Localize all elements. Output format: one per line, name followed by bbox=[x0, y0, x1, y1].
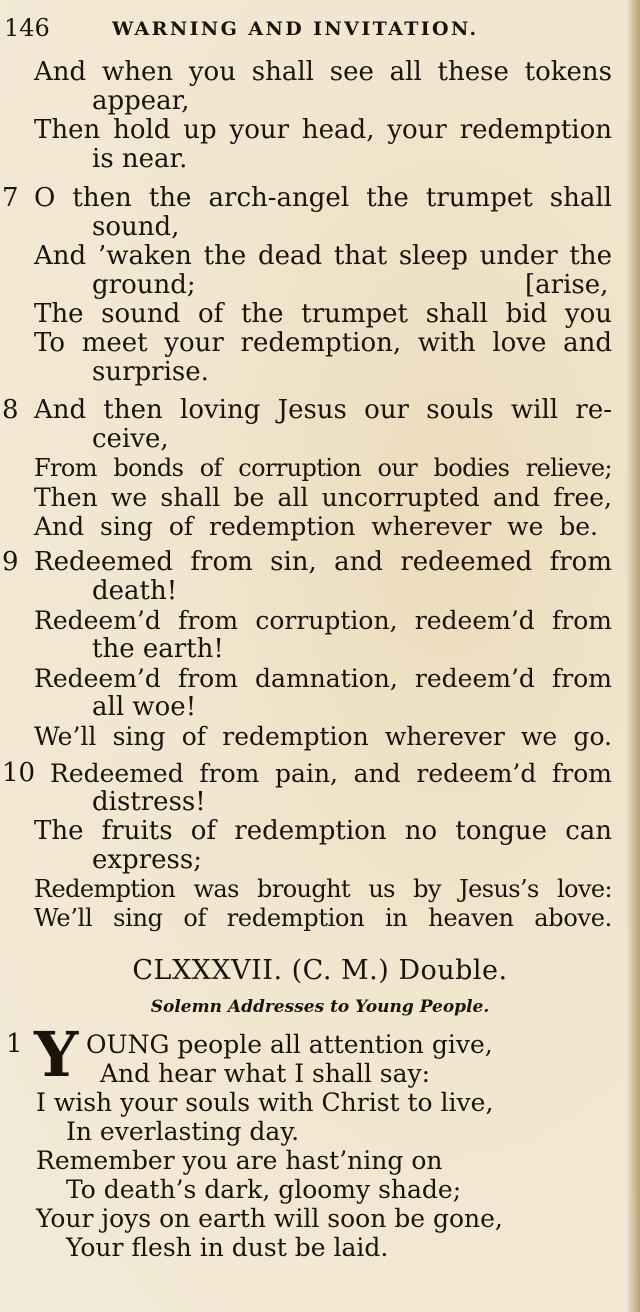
running-title: WARNING AND INVITATION. bbox=[112, 18, 479, 40]
stanza-number: 7 bbox=[2, 183, 19, 213]
verse-line: is near. bbox=[92, 144, 188, 174]
verse-line: all woe! bbox=[92, 692, 197, 722]
verse-line: And sing of redemption wherever we be. bbox=[34, 512, 598, 541]
verse-line: The sound of the trumpet shall bid you bbox=[34, 299, 612, 329]
verse-line: Redeem’d from corruption, redeem’d from bbox=[34, 606, 612, 635]
verse-line: We’ll sing of redemption wherever we go. bbox=[34, 722, 612, 751]
stanza-number: 9 bbox=[2, 547, 19, 577]
verse-line: surprise. bbox=[92, 357, 209, 387]
hymn-subtitle: Solemn Addresses to Young People. bbox=[150, 997, 490, 1017]
verse-line: Redemption was brought us by Jesus’s love: bbox=[34, 875, 612, 903]
verse-line: Your joys on earth will soon be gone, bbox=[36, 1204, 503, 1233]
stanza-number: 8 bbox=[2, 395, 19, 425]
verse-line: ground; bbox=[92, 270, 196, 300]
verse-line: Then hold up your head, your redemption bbox=[34, 115, 612, 145]
verse-line: We’ll sing of redemption in heaven above. bbox=[34, 904, 612, 932]
verse-line: Redeemed from pain, and redeem’d from bbox=[50, 759, 612, 788]
verse-line: Your flesh in dust be laid. bbox=[66, 1233, 389, 1262]
stanza-number: 10 bbox=[2, 758, 36, 788]
verse-line: OUNG people all attention give, bbox=[86, 1030, 493, 1059]
verse-line: The fruits of redemption no tongue can bbox=[34, 816, 612, 846]
verse-line: the earth! bbox=[92, 634, 224, 664]
verse-line: death! bbox=[92, 576, 178, 606]
page-edge-shadow bbox=[626, 0, 640, 1312]
verse-line: And when you shall see all these tokens bbox=[34, 57, 612, 87]
verse-line-carryover: [arise, bbox=[525, 270, 609, 300]
verse-line: And ’waken the dead that sleep under the bbox=[34, 241, 612, 271]
verse-line: sound, bbox=[92, 212, 180, 242]
stanza-number: 1 bbox=[6, 1029, 23, 1059]
verse-line: O then the arch-angel the trumpet shall bbox=[34, 183, 612, 213]
verse-line: To death’s dark, gloomy shade; bbox=[66, 1175, 462, 1204]
verse-line: And hear what I shall say: bbox=[100, 1059, 431, 1088]
verse-line: distress! bbox=[92, 787, 206, 817]
page-number: 146 bbox=[4, 14, 50, 42]
verse-line: Then we shall be all uncorrupted and free, bbox=[34, 483, 612, 512]
verse-line: Redeem’d from damnation, redeem’d from bbox=[34, 664, 612, 693]
verse-line: Remember you are hast’ning on bbox=[36, 1146, 443, 1175]
drop-cap: Y bbox=[34, 1018, 79, 1091]
verse-line: Redeemed from sin, and redeemed from bbox=[34, 547, 612, 577]
hymn-title: CLXXXVII. (C. M.) Double. bbox=[132, 955, 508, 986]
verse-line: express; bbox=[92, 845, 202, 875]
verse-line: appear, bbox=[92, 86, 190, 116]
verse-line: In everlasting day. bbox=[66, 1117, 300, 1146]
verse-line: To meet your redemption, with love and bbox=[34, 328, 612, 358]
verse-line: I wish your souls with Christ to live, bbox=[36, 1088, 494, 1117]
verse-line: And then loving Jesus our souls will re- bbox=[34, 395, 612, 425]
verse-line: From bonds of corruption our bodies relieve; bbox=[34, 454, 612, 482]
verse-line: ceive, bbox=[92, 424, 169, 454]
